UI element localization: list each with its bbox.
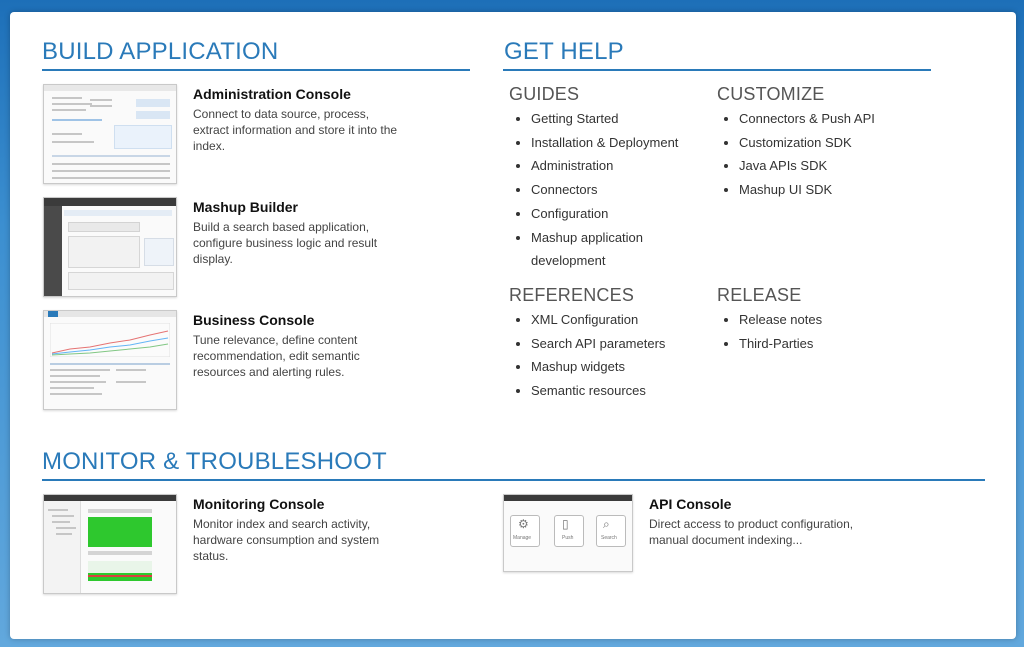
guide-mashup-application-link[interactable]: Mashup application — [509, 226, 678, 250]
gear-icon: ⚙ — [518, 517, 529, 531]
build-application-heading: BUILD APPLICATION — [42, 38, 279, 65]
customize-connectors-push-api-link[interactable]: Connectors & Push API — [717, 107, 875, 131]
guides-list — [509, 107, 678, 273]
api-console-description: Direct access to product configuration, manual document indexing... — [649, 517, 854, 547]
release-heading: RELEASE — [717, 285, 802, 305]
get-help-heading: GET HELP — [504, 38, 624, 65]
build-application-rule — [42, 69, 470, 71]
customize-mashup-ui-sdk-link[interactable]: Mashup UI SDK — [717, 178, 875, 202]
search-icon: ⌕ — [603, 517, 610, 531]
guide-connectors-link[interactable]: Connectors — [509, 178, 678, 202]
administration-console-thumbnail[interactable] — [43, 84, 177, 184]
customize-java-apis-sdk-link[interactable]: Java APIs SDK — [717, 154, 875, 178]
references-list — [509, 308, 665, 403]
guide-administration-link[interactable]: Administration — [509, 154, 678, 178]
monitoring-console-thumbnail[interactable] — [43, 494, 177, 594]
push-icon-label: Push — [562, 535, 574, 541]
manage-icon-label: Manage — [513, 535, 532, 541]
document-icon: ▯ — [562, 517, 569, 531]
trend-chart-graphic — [50, 323, 170, 357]
reference-search-api-parameters-link[interactable]: Search API parameters — [509, 332, 665, 356]
references-heading: REFERENCES — [509, 285, 635, 305]
api-console-thumbnail[interactable] — [503, 494, 633, 572]
main-panel — [10, 12, 1016, 639]
monitor-troubleshoot-heading: MONITOR & TROUBLESHOOT — [42, 448, 387, 475]
guide-mashup-application-link-continued[interactable]: development — [531, 253, 606, 269]
release-notes-link[interactable]: Release notes — [717, 308, 822, 332]
api-console-title[interactable]: API Console — [649, 496, 732, 512]
monitoring-console-title[interactable]: Monitoring Console — [193, 496, 325, 512]
customize-customization-sdk-link[interactable]: Customization SDK — [717, 131, 875, 155]
monitor-troubleshoot-rule — [42, 479, 985, 481]
business-console-thumbnail[interactable] — [43, 310, 177, 410]
release-third-parties-link[interactable]: Third-Parties — [717, 332, 822, 356]
customize-list — [717, 107, 875, 202]
release-list — [717, 308, 822, 355]
reference-mashup-widgets-link[interactable]: Mashup widgets — [509, 355, 665, 379]
mashup-builder-title[interactable]: Mashup Builder — [193, 199, 299, 215]
administration-console-description: Connect to data source, process, extract information and store it into the index. — [193, 107, 398, 153]
business-console-description: Tune relevance, define content recommendation, edit semantic resources and alerting rules. — [193, 333, 360, 379]
reference-xml-configuration-link[interactable]: XML Configuration — [509, 308, 665, 332]
administration-console-title[interactable]: Administration Console — [193, 86, 351, 102]
guide-installation-deployment-link[interactable]: Installation & Deployment — [509, 131, 678, 155]
search-icon-label: Search — [601, 535, 617, 541]
business-console-title[interactable]: Business Console — [193, 312, 315, 328]
guide-configuration-link[interactable]: Configuration — [509, 202, 678, 226]
reference-semantic-resources-link[interactable]: Semantic resources — [509, 379, 665, 403]
monitoring-console-description: Monitor index and search activity, hardware consumption and system status. — [193, 517, 380, 563]
get-help-rule — [503, 69, 931, 71]
guide-getting-started-link[interactable]: Getting Started — [509, 107, 678, 131]
mashup-builder-description: Build a search based application, configure business logic and result display. — [193, 220, 378, 266]
guides-heading: GUIDES — [509, 84, 580, 104]
customize-heading: CUSTOMIZE — [717, 84, 825, 104]
mashup-builder-thumbnail[interactable] — [43, 197, 177, 297]
